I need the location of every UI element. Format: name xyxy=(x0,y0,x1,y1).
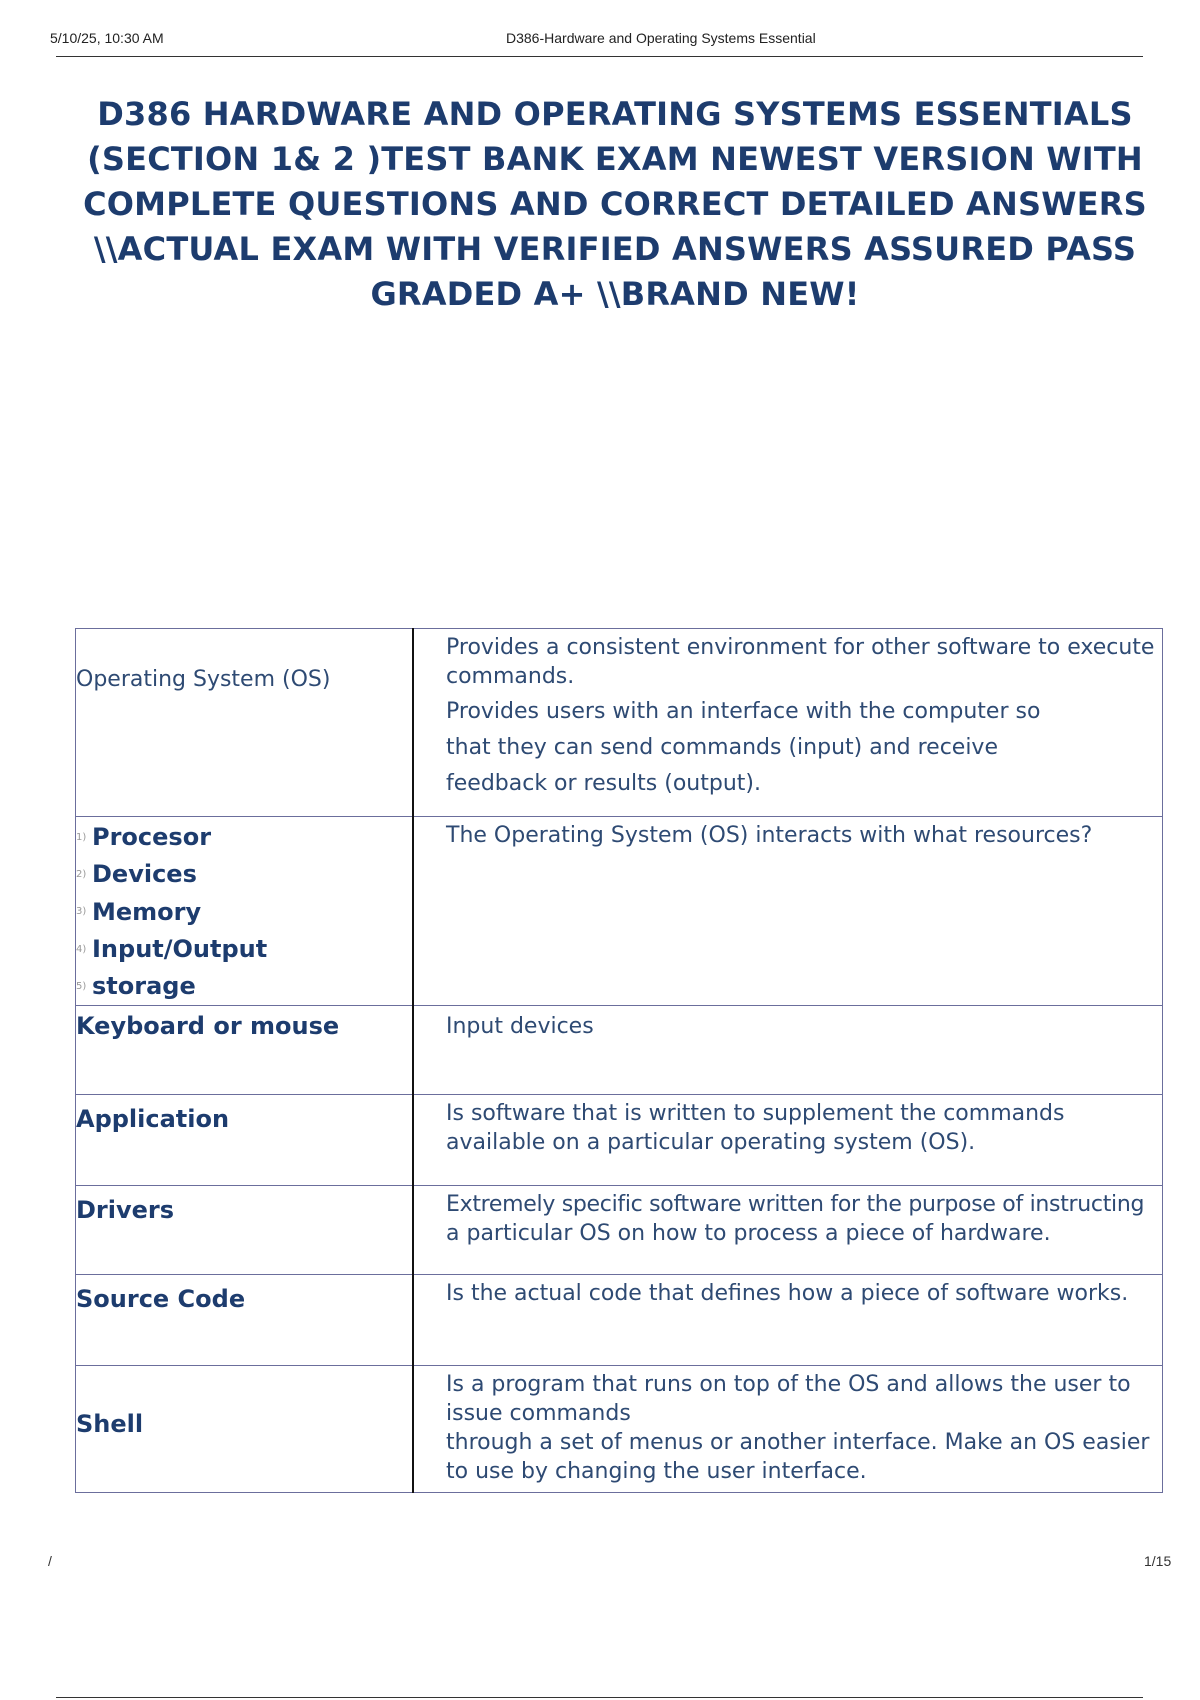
list-item xyxy=(76,968,412,1005)
term-cell xyxy=(76,1095,414,1186)
definition-cell xyxy=(413,817,1163,1006)
document-title xyxy=(60,92,1170,317)
definition-cell xyxy=(413,1006,1163,1095)
definition-line: Is a program that runs on top of the OS and allows the user to xyxy=(446,1372,1131,1398)
term-text: Shell xyxy=(76,1410,144,1439)
term-cell xyxy=(76,1366,414,1493)
list-item xyxy=(76,819,412,856)
definition-line: Is the actual code that defines how a piece of software works. xyxy=(446,1281,1129,1307)
definition-line: available on a particular operating system (OS). xyxy=(446,1130,976,1156)
term-cell xyxy=(76,629,414,817)
term-text: Drivers xyxy=(76,1196,175,1225)
page-number: 1/15 xyxy=(1144,1553,1172,1569)
print-doc-title: D386-Hardware and Operating Systems Essential xyxy=(506,30,816,46)
flashcard-table xyxy=(75,628,1163,1493)
table-row xyxy=(76,1095,1163,1186)
term-cell xyxy=(76,817,414,1006)
resource-list xyxy=(76,817,412,1005)
term-cell xyxy=(76,1186,414,1275)
title-line: (SECTION 1& 2 )TEST BANK EXAM NEWEST VERSION WITH xyxy=(87,140,1143,178)
definition-line: Is software that is written to supplement the commands xyxy=(446,1101,1065,1127)
list-number: 3) xyxy=(76,906,87,918)
title-line: \\ACTUAL EXAM WITH VERIFIED ANSWERS ASSURED PASS xyxy=(93,230,1137,268)
term-text: Source Code xyxy=(76,1285,246,1314)
list-item-label: Input/Output xyxy=(92,934,268,963)
definition-line: Provides a consistent environment for other software to execute xyxy=(446,635,1155,660)
definition-line: feedback or results (output). xyxy=(446,771,761,796)
list-item-label: Memory xyxy=(92,897,202,926)
definition-cell xyxy=(413,1366,1163,1493)
term-cell xyxy=(76,1006,414,1095)
table-row xyxy=(76,817,1163,1006)
list-number: 1) xyxy=(76,831,87,843)
definition-line: commands. xyxy=(446,664,575,689)
term-text: Operating System (OS) xyxy=(76,667,331,692)
definition-line: that they can send commands (input) and receive xyxy=(446,735,998,760)
term-text: Keyboard or mouse xyxy=(76,1012,340,1041)
list-item-label: Devices xyxy=(92,860,197,889)
list-number: 4) xyxy=(76,943,87,955)
term-text: Application xyxy=(76,1105,230,1134)
definition-line: Input devices xyxy=(446,1014,594,1040)
table-row xyxy=(76,1006,1163,1095)
definition-line: Extremely specific software written for the purpose of instructing xyxy=(446,1192,1145,1218)
definition-cell xyxy=(413,1186,1163,1275)
table-row xyxy=(76,1275,1163,1366)
title-line: D386 HARDWARE AND OPERATING SYSTEMS ESSENTIALS xyxy=(97,95,1133,133)
definition-line: through a set of menus or another interface. Make an OS easier xyxy=(446,1430,1150,1456)
definition-line: a particular OS on how to process a piece of hardware. xyxy=(446,1221,1051,1247)
term-cell xyxy=(76,1275,414,1366)
definition-cell xyxy=(413,1275,1163,1366)
list-item-label: Procesor xyxy=(92,823,212,851)
list-item-label: storage xyxy=(92,972,196,1000)
footer-mark: / xyxy=(48,1553,52,1569)
definition-cell xyxy=(413,629,1163,817)
title-line: COMPLETE QUESTIONS AND CORRECT DETAILED ANSWERS xyxy=(83,185,1147,223)
footer-divider xyxy=(56,1697,1143,1698)
list-item xyxy=(76,856,412,893)
table-row xyxy=(76,1366,1163,1493)
definition-line: to use by changing the user interface. xyxy=(446,1459,867,1485)
table-row xyxy=(76,1186,1163,1275)
list-number: 2) xyxy=(76,869,87,880)
definition-cell xyxy=(413,1095,1163,1186)
print-header xyxy=(0,0,1200,60)
list-item xyxy=(76,894,412,931)
definition-line: The Operating System (OS) interacts with what resources? xyxy=(446,823,1093,848)
print-date: 5/10/25, 10:30 AM xyxy=(50,30,164,46)
header-divider xyxy=(56,56,1143,57)
list-item xyxy=(76,931,412,968)
table-row xyxy=(76,629,1163,817)
title-line: GRADED A+ \\BRAND NEW! xyxy=(370,275,860,313)
definition-line: Provides users with an interface with the computer so xyxy=(446,699,1041,724)
list-number: 5) xyxy=(76,980,87,992)
definition-line: issue commands xyxy=(446,1401,631,1427)
